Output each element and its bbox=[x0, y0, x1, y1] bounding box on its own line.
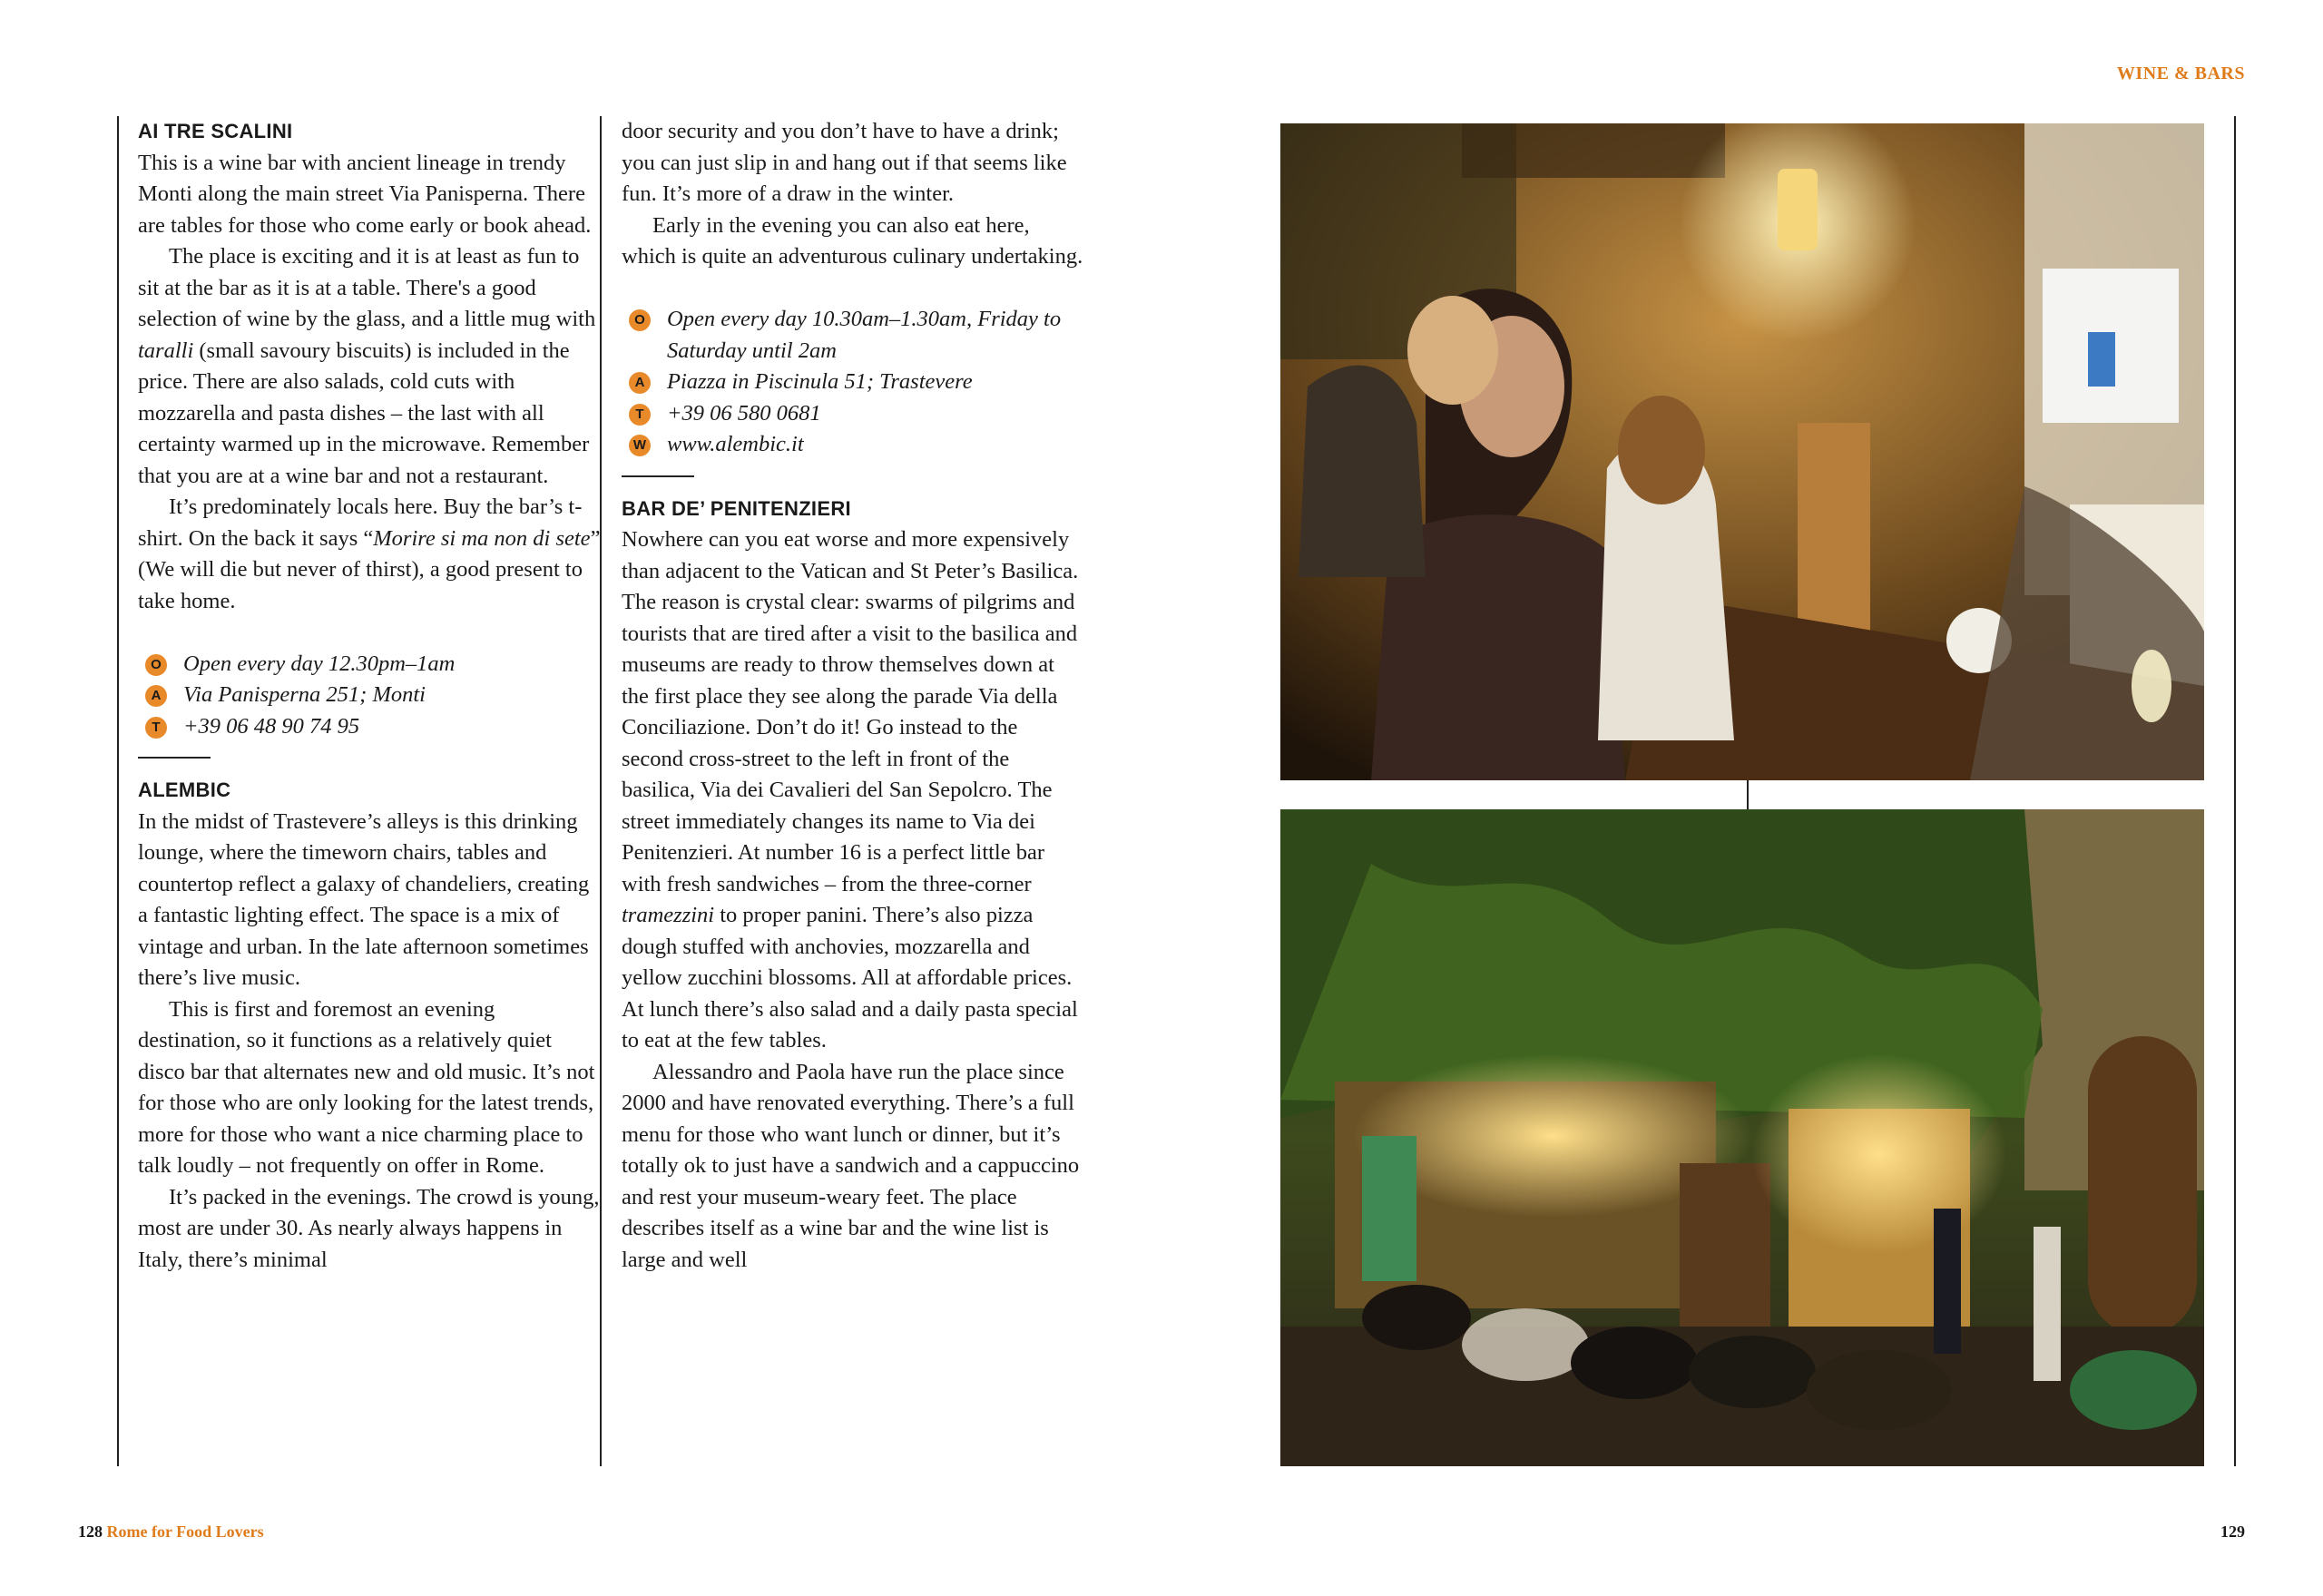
body-paragraph: door security and you don’t have to have a drink; you can just slip in and hang out if that seems like fun. It’s more of a draw in the winter. bbox=[622, 119, 1067, 206]
address-badge-icon: A bbox=[145, 685, 167, 707]
heading-alembic: ALEMBIC bbox=[138, 778, 231, 801]
running-head: WINE & BARS bbox=[2116, 64, 2245, 83]
section-divider bbox=[622, 475, 694, 477]
page-number-right: 129 bbox=[2220, 1523, 2245, 1541]
info-hours: O Open every day 12.30pm–1am bbox=[138, 649, 601, 681]
photo-street-night bbox=[1280, 809, 2204, 1466]
body-paragraph: Alessandro and Paola have run the place since 2000 and have renovated everything. There’s a full menu for those who want lunch or dinner, but it’s totally ok to just have a sandwich and a cappuccino and rest your museum-weary feet. The place describes itself as a wine bar and the wine list is large and well bbox=[622, 1059, 1080, 1272]
footer-right bbox=[2220, 1523, 2245, 1542]
footer-left bbox=[78, 1523, 264, 1542]
info-hours: O Open every day 10.30am–1.30am, Friday to Saturday until 2am bbox=[622, 304, 1084, 367]
body-paragraph: In the midst of Trastevere’s alleys is this drinking lounge, where the timeworn chairs, tables and countertop reflect a galaxy of chandeliers, creating a fantastic lighting effect. The space is a mix of vintage and urban. In the late afternoon sometimes there’s live music. bbox=[138, 808, 590, 990]
section-divider bbox=[138, 757, 211, 759]
body-paragraph: It’s predominately locals here. Buy the bar’s t-shirt. On the back it says “Morire si ma non di sete” (We will die but never of thirst), a good present to take home. bbox=[138, 494, 601, 613]
info-phone: T +39 06 48 90 74 95 bbox=[138, 711, 601, 743]
book-title: Rome for Food Lovers bbox=[106, 1523, 264, 1541]
info-address: A Via Panisperna 251; Monti bbox=[138, 680, 601, 711]
info-phone: T +39 06 580 0681 bbox=[622, 398, 1084, 430]
heading-bar-de-penitenzieri: BAR DE’ PENITENZIERI bbox=[622, 496, 851, 520]
body-paragraph: It’s packed in the evenings. The crowd is young, most are under 30. As nearly always happens in Italy, there’s minimal bbox=[138, 1184, 600, 1272]
column-rule-left bbox=[117, 116, 119, 1466]
info-address: A Piazza in Piscinula 51; Trastevere bbox=[622, 367, 1084, 398]
body-paragraph: This is first and foremost an evening destination, so it functions as a relatively quiet disco bar that alternates new and old music. It’s not for those who are only looking for the latest trends, more for those who want a nice charming place to talk loudly – not frequently on offer in Rome. bbox=[138, 996, 595, 1178]
phone-badge-icon: T bbox=[145, 717, 167, 739]
heading-ai-tre-scalini: AI TRE SCALINI bbox=[138, 120, 293, 142]
clock-badge-icon: O bbox=[145, 654, 167, 676]
body-paragraph: The place is exciting and it is at least as fun to sit at the bar as it is at a table. There's a good selection of wine by the glass, and a little mug with taralli (small savoury biscuits) is included in the price. There are also salads, cold cuts with mozzarella and pasta dishes – the last with all certainty warmed up in the microwave. Remember that you are at a wine bar and not a restaurant. bbox=[138, 244, 596, 488]
text-column-1 bbox=[138, 116, 601, 1276]
address-badge-icon: A bbox=[629, 372, 651, 394]
info-list-alembic bbox=[622, 304, 1084, 461]
body-paragraph: Nowhere can you eat worse and more expensively than adjacent to the Vatican and St Peter’s Basilica. The reason is crystal clear: swarms of pilgrims and tourists that are tired after a visit to the basilica and museums are ready to throw themselves down at the first place they see along the parade Via della Conciliazione. Don’t do it! Go instead to the second cross-street to the left in front of the basilica, Via dei Cavalieri del San Sepolcro. The street immediately changes its name to Via dei Penitenzieri. At number 16 is a perfect little bar with fresh sandwiches – from the three-corner tramezzini to proper panini. There’s also pizza dough stuffed with anchovies, mozzarella and yellow zucchini blossoms. All at affordable prices. At lunch there’s also salad and a daily pasta special to eat at the few tables. bbox=[622, 527, 1079, 1053]
page-number-left: 128 bbox=[78, 1523, 103, 1541]
phone-badge-icon: T bbox=[629, 404, 651, 426]
clock-badge-icon: O bbox=[629, 309, 651, 331]
column-rule-right bbox=[2234, 116, 2236, 1466]
info-list-ai-tre-scalini bbox=[138, 649, 601, 743]
body-paragraph: This is a wine bar with ancient lineage in trendy Monti along the main street Via Panisperna. There are tables for those who come early or book ahead. bbox=[138, 150, 592, 238]
body-paragraph: Early in the evening you can also eat here, which is quite an adventurous culinary undertaking. bbox=[622, 212, 1083, 269]
text-column-2 bbox=[622, 116, 1084, 1276]
photo-bar-interior bbox=[1280, 123, 2204, 780]
photo-connector bbox=[1747, 780, 1749, 809]
web-badge-icon: W bbox=[629, 435, 651, 456]
info-website: W www.alembic.it bbox=[622, 429, 1084, 461]
